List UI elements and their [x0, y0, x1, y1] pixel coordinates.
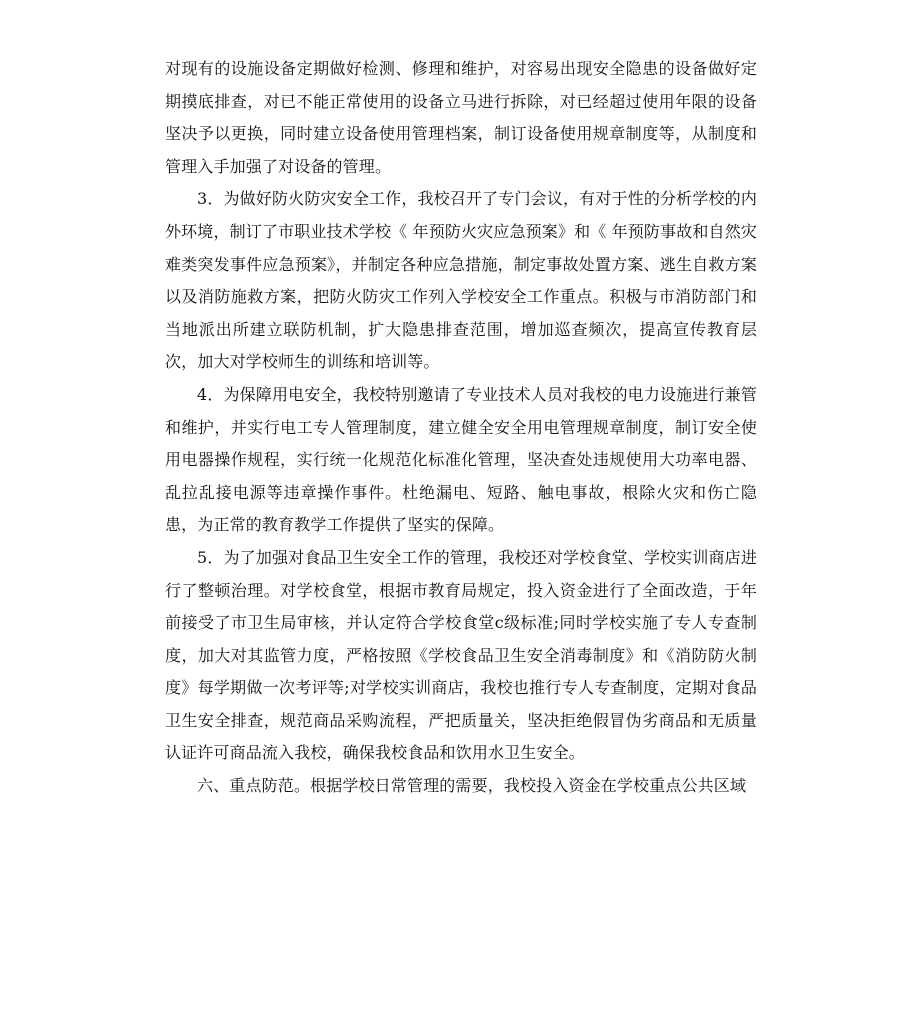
paragraph-key-prevention: 六、重点防范。根据学校日常管理的需要，我校投入资金在学校重点公共区域: [197, 776, 747, 796]
paragraph-fire-prevention: 3．为做好防火防灾安全工作，我校召开了专门会议，有对于性的分析学校的内外环境，制订了市职业技术学校《 年预防火灾应急预案》和《 年预防事故和自然灾难类突发事件应急预案》，并制定各种应急措施，制定事故处置方案、逃生自救方案以及消防施救方案，把防火防灾工作列入学校安全工作重点。积极与市消防部门和当地派出所建立联防机制，扩大隐患排查范围，增加巡查频次，提高宣传教育层次，加大对学校师生的训练和培训等。: [165, 189, 757, 372]
body-text: [165, 53, 757, 803]
paragraph-food-safety: 5．为了加强对食品卫生安全工作的管理，我校还对学校食堂、学校实训商店进行了整顿治理。对学校食堂，根据市教育局规定，投入资金进行了全面改造，于年前接受了市卫生局审核，并认定符合学校食堂c级标准;同时学校实施了专人专查制度，加大对其监管力度，严格按照《学校食品卫生安全消毒制度》和《消防防火制度》每学期做一次考评等;对学校实训商店，我校也推行专人专查制度，定期对食品卫生安全排查，规范商品采购流程，严把质量关，坚决拒绝假冒伪劣商品和无质量认证许可商品流入我校，确保我校食品和饮用水卫生安全。: [165, 547, 757, 763]
paragraph-equipment-maintenance: 对现有的设施设备定期做好检测、修理和维护，对容易出现安全隐患的设备做好定期摸底排查，对已不能正常使用的设备立马进行拆除，对已经超过使用年限的设备坚决予以更换，同时建立设备使用管理档案，制订设备使用规章制度等，从制度和管理入手加强了对设备的管理。: [165, 59, 757, 176]
paragraph-electrical-safety: 4．为保障用电安全，我校特别邀请了专业技术人员对我校的电力设施进行兼管和维护，并实行电工专人管理制度，建立健全安全用电管理规章制度，制订安全使用电器操作规程，实行统一化规范化标准化管理，坚决查处违规使用大功率电器、乱拉乱接电源等违章操作事件。杜绝漏电、短路、触电事故，根除火灾和伤亡隐患，为正常的教育教学工作提供了坚实的保障。: [165, 384, 757, 535]
